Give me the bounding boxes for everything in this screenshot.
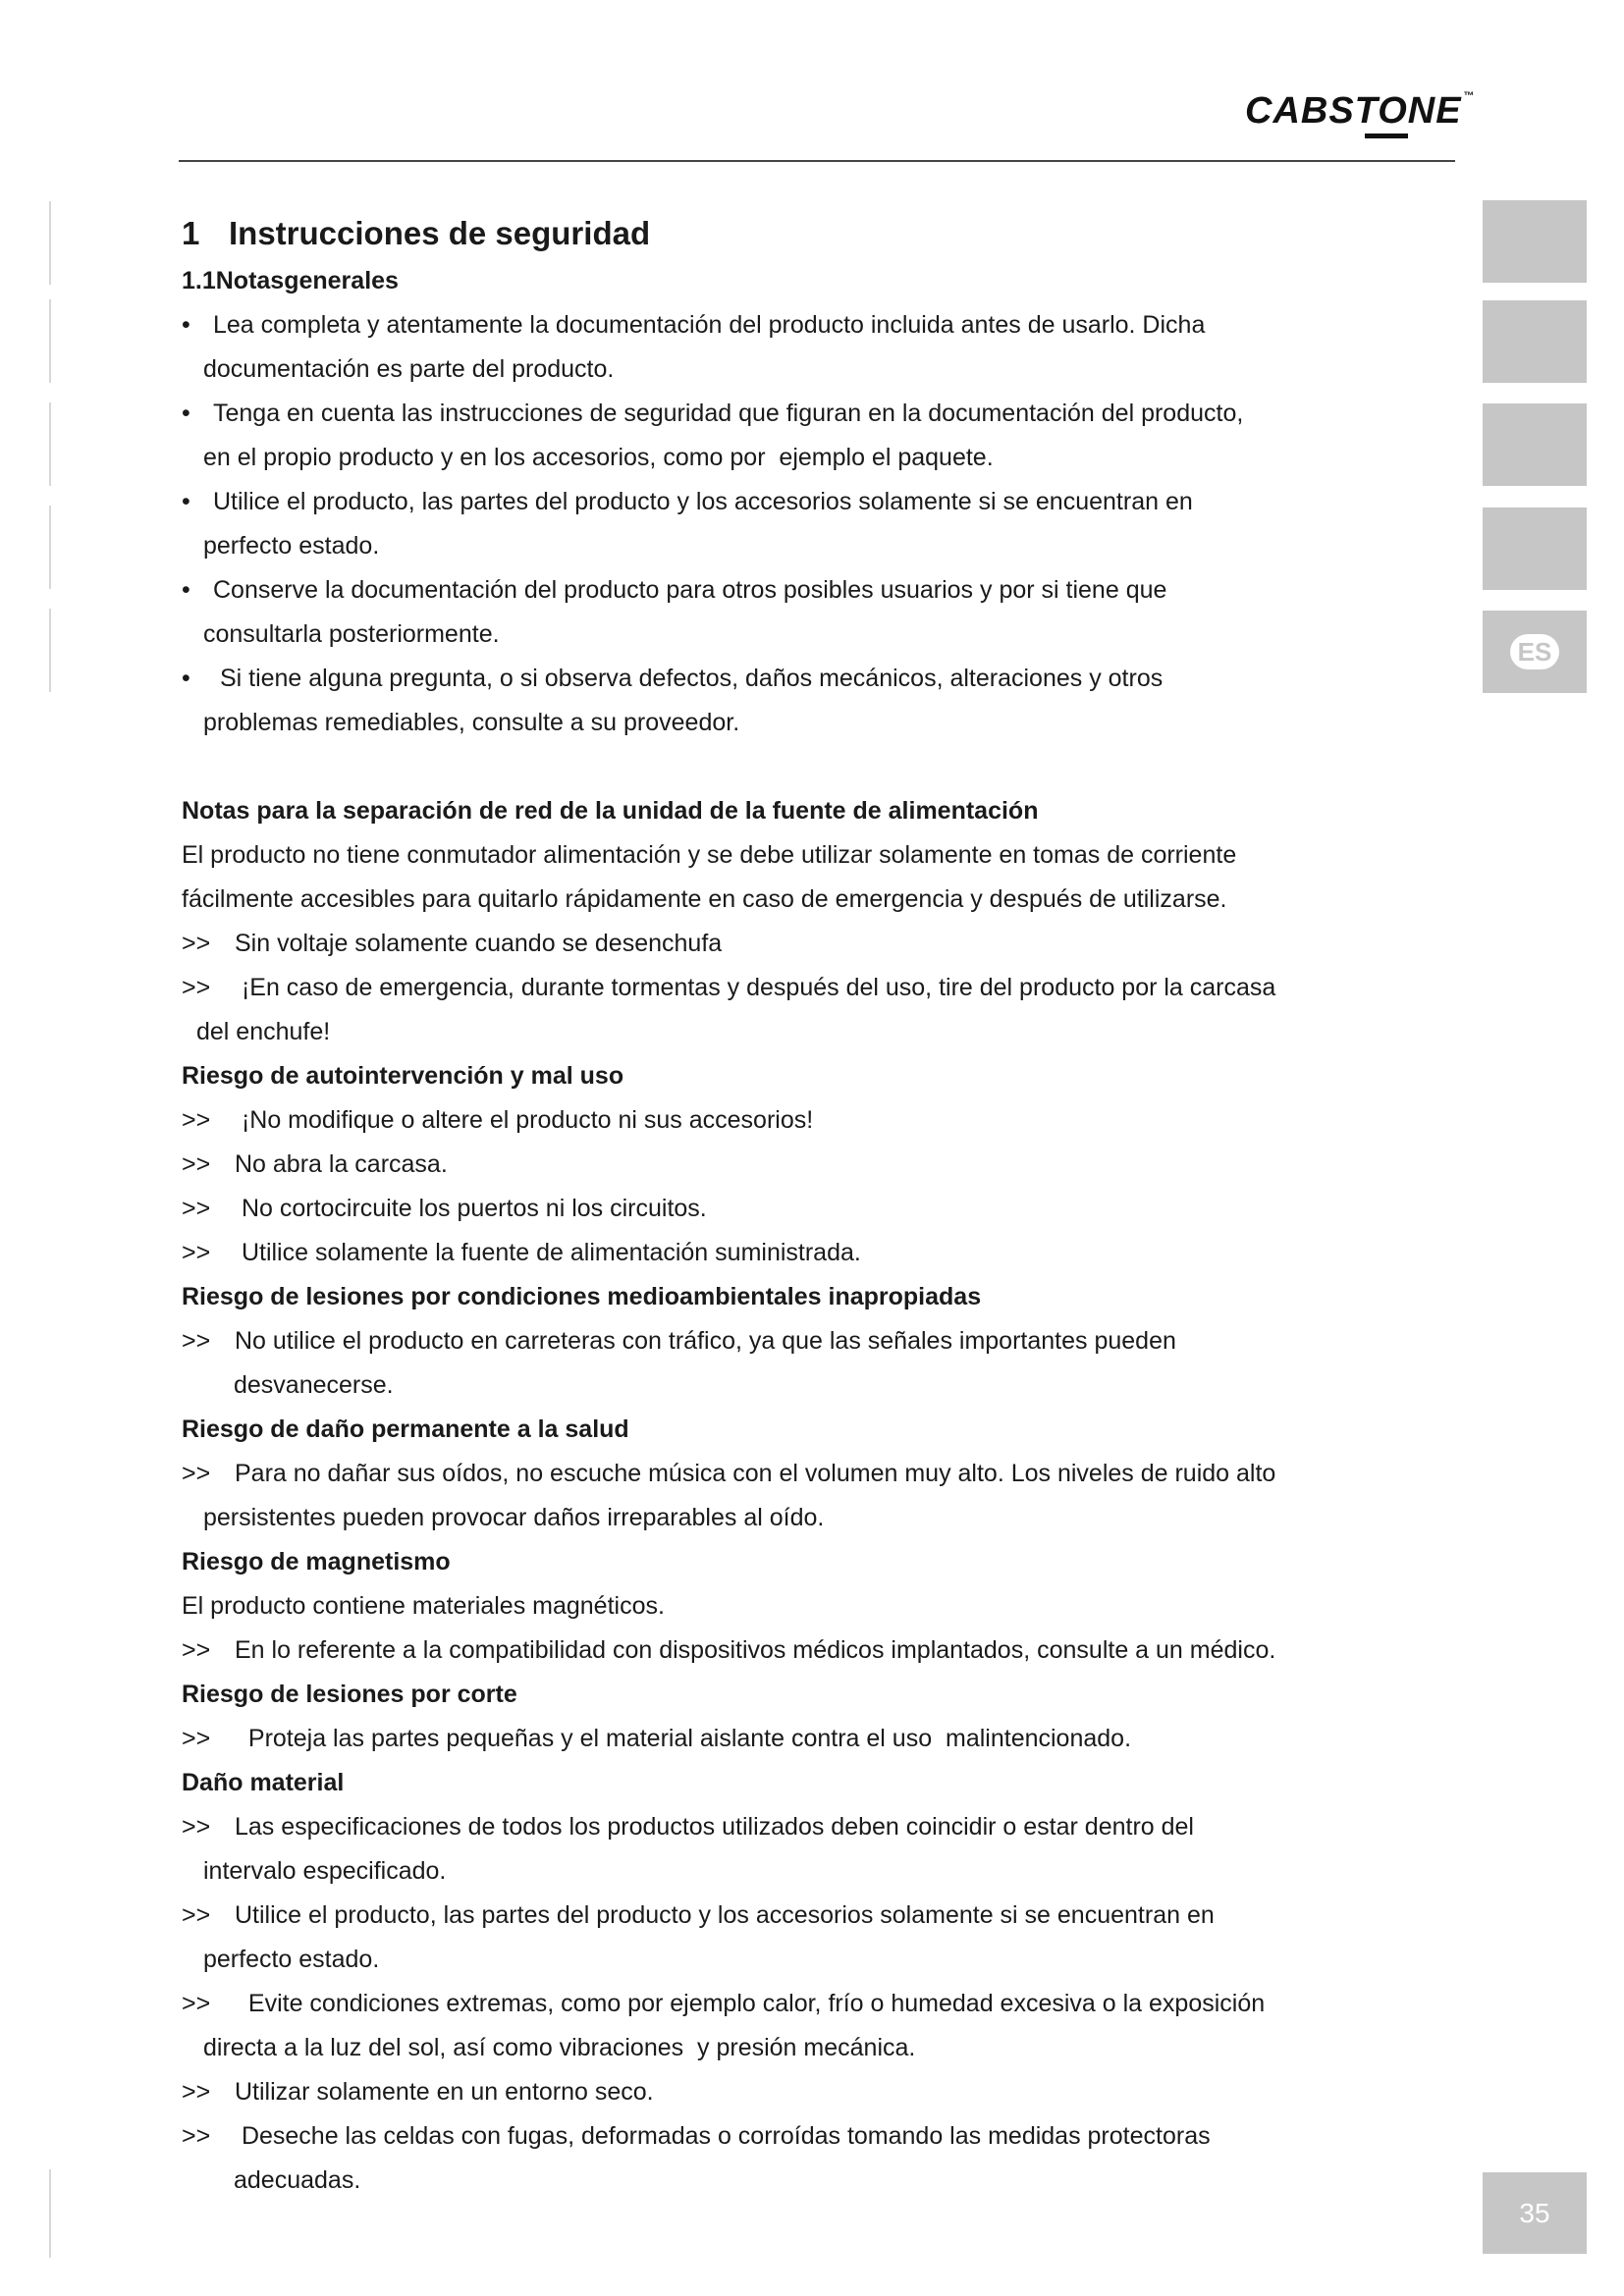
arrow-item-continuation: persistentes pueden provocar daños irreparables al oído.: [203, 1504, 825, 1531]
arrow-item: >> ¡En caso de emergencia, durante tormentas y después del uso, tire del producto por la carcasa: [182, 966, 1458, 1010]
list-item: • Utilice el producto, las partes del producto y los accesorios solamente si se encuentran en: [182, 480, 1458, 524]
arrow-item-continuation: adecuadas.: [234, 2166, 361, 2194]
list-item-continuation: problemas remediables, consulte a su proveedor.: [203, 709, 740, 736]
list-item-continuation: perfecto estado.: [203, 532, 380, 560]
arrow-mark: >>: [182, 2122, 211, 2150]
heading-magnetism: Riesgo de magnetismo: [182, 1548, 451, 1575]
bullet-mark: •: [182, 576, 190, 604]
arrow-item: >> En lo referente a la compatibilidad con dispositivos médicos implantados, consulte a un médico.: [182, 1629, 1458, 1673]
list-item-continuation: documentación es parte del producto.: [203, 355, 615, 383]
margin-mark: [49, 2169, 51, 2258]
arrow-mark: >>: [182, 1106, 211, 1134]
section-title: [182, 208, 1458, 259]
heading-power-separation: Notas para la separación de red de la unidad de la fuente de alimentación: [182, 797, 1039, 825]
arrow-item: >> No utilice el producto en carreteras con tráfico, ya que las señales importantes pueden: [182, 1319, 1458, 1363]
arrow-mark: >>: [182, 1327, 211, 1355]
language-tab[interactable]: [1483, 300, 1587, 383]
trademark-mark: ™: [1463, 90, 1476, 102]
brand-logo: [1245, 90, 1476, 133]
language-tab-es[interactable]: [1483, 611, 1587, 693]
heading-cuts: Riesgo de lesiones por corte: [182, 1681, 517, 1708]
arrow-item: >> No cortocircuite los puertos ni los circuitos.: [182, 1187, 1458, 1231]
arrow-item: >> Sin voltaje solamente cuando se desenchufa: [182, 922, 1458, 966]
margin-mark: [49, 201, 51, 285]
paragraph-line: El producto contiene materiales magnéticos.: [182, 1592, 665, 1620]
arrow-item: >> Para no dañar sus oídos, no escuche música con el volumen muy alto. Los niveles de ruido alto: [182, 1452, 1458, 1496]
bullet-mark: •: [182, 488, 190, 515]
bullet-mark: •: [182, 400, 190, 427]
margin-mark: [49, 299, 51, 383]
language-tab[interactable]: [1483, 403, 1587, 486]
arrow-item-continuation: desvanecerse.: [234, 1371, 394, 1399]
heading-material: Daño material: [182, 1769, 345, 1796]
section-title-text: Instrucciones de seguridad: [229, 215, 651, 251]
margin-mark: [49, 609, 51, 692]
arrow-mark: >>: [182, 1460, 211, 1487]
arrow-mark: >>: [182, 1725, 211, 1752]
arrow-mark: >>: [182, 1813, 211, 1841]
list-item-continuation: en el propio producto y en los accesorios, como por ejemplo el paquete.: [203, 444, 994, 471]
arrow-item-continuation: del enchufe!: [196, 1018, 331, 1045]
arrow-item: >> Utilizar solamente en un entorno seco.: [182, 2070, 1458, 2114]
header-divider: [179, 160, 1455, 162]
arrow-mark: >>: [182, 2078, 211, 2106]
arrow-mark: >>: [182, 1901, 211, 1929]
list-item: • Lea completa y atentamente la documentación del producto incluida antes de usarlo. Dicha: [182, 303, 1458, 347]
heading-misuse: Riesgo de autointervención y mal uso: [182, 1062, 624, 1090]
arrow-item-continuation: perfecto estado.: [203, 1946, 380, 1973]
arrow-item: >> Las especificaciones de todos los productos utilizados deben coincidir o estar dentro del: [182, 1805, 1458, 1849]
list-item: • Tenga en cuenta las instrucciones de seguridad que figuran en la documentación del producto,: [182, 392, 1458, 436]
arrow-item: >> Utilice el producto, las partes del producto y los accesorios solamente si se encuentran en: [182, 1894, 1458, 1938]
heading-environment: Riesgo de lesiones por condiciones medioambientales inapropiadas: [182, 1283, 982, 1310]
arrow-item: >> Proteja las partes pequeñas y el material aislante contra el uso malintencionado.: [182, 1717, 1458, 1761]
list-item: • Conserve la documentación del producto para otros posibles usuarios y por si tiene que: [182, 568, 1458, 613]
subsection-title: 1.1Notasgenerales: [182, 267, 399, 294]
arrow-mark: >>: [182, 974, 211, 1001]
language-tab[interactable]: [1483, 507, 1587, 590]
arrow-mark: >>: [182, 1990, 211, 2017]
arrow-item: >> Deseche las celdas con fugas, deformadas o corroídas tomando las medidas protectoras: [182, 2114, 1458, 2159]
list-item-continuation: consultarla posteriormente.: [203, 620, 500, 648]
document-body: [182, 208, 1458, 2203]
arrow-mark: >>: [182, 1239, 211, 1266]
brand-name: CABSTONE: [1245, 90, 1462, 132]
paragraph-line: fácilmente accesibles para quitarlo rápidamente en caso de emergencia y después de utilizarse.: [182, 885, 1227, 913]
arrow-item: >> No abra la carcasa.: [182, 1143, 1458, 1187]
arrow-item: >> ¡No modifique o altere el producto ni sus accesorios!: [182, 1098, 1458, 1143]
arrow-mark: >>: [182, 1636, 211, 1664]
paragraph-line: El producto no tiene conmutador alimentación y se debe utilizar solamente en tomas de corriente: [182, 841, 1237, 869]
section-number: 1: [182, 215, 200, 251]
page-number: 35: [1483, 2172, 1587, 2254]
arrow-item-continuation: directa a la luz del sol, así como vibraciones y presión mecánica.: [203, 2034, 916, 2061]
language-tab[interactable]: [1483, 200, 1587, 283]
arrow-mark: >>: [182, 930, 211, 957]
logo-underline: [1365, 133, 1408, 138]
margin-mark: [49, 506, 51, 589]
arrow-mark: >>: [182, 1195, 211, 1222]
bullet-mark: •: [182, 665, 190, 692]
list-item: • Si tiene alguna pregunta, o si observa defectos, daños mecánicos, alteraciones y otros: [182, 657, 1458, 701]
arrow-item: >> Evite condiciones extremas, como por ejemplo calor, frío o humedad excesiva o la exposición: [182, 1982, 1458, 2026]
arrow-item: >> Utilice solamente la fuente de alimentación suministrada.: [182, 1231, 1458, 1275]
language-badge: ES: [1510, 634, 1559, 669]
arrow-mark: >>: [182, 1150, 211, 1178]
bullet-mark: •: [182, 311, 190, 339]
margin-mark: [49, 402, 51, 486]
heading-health: Riesgo de daño permanente a la salud: [182, 1415, 629, 1443]
arrow-item-continuation: intervalo especificado.: [203, 1857, 447, 1885]
